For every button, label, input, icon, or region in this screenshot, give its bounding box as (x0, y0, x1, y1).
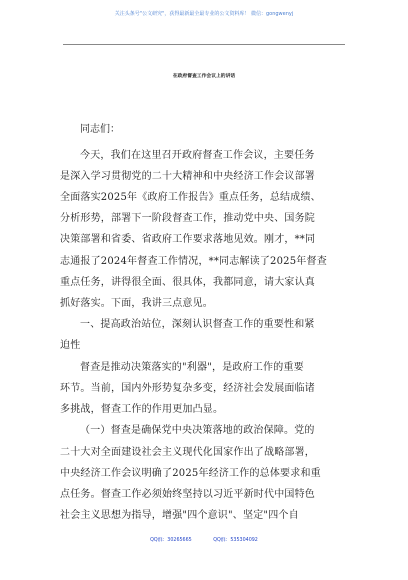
body-line: 分析形势，部署下一阶段督查工作，推动党中央、国务院 (60, 213, 315, 224)
body-line: 社会主义思想为指导，增强"四个意识"、坚定"四个自 (60, 510, 299, 521)
body-line: 点任务。督查工作必须始终坚持以习近平新时代中国特色 (60, 489, 315, 500)
salutation: 同志们： (80, 124, 120, 135)
footer-qq-group-2: QQ群：535304092 (213, 538, 258, 543)
body-line: 志通报了2024年督查工作情况，**同志解读了2025年督查 (60, 256, 327, 267)
section-heading-cont: 迫性 (60, 340, 81, 351)
body-line: 多挑战，督查工作的作用更加凸显。 (60, 404, 224, 415)
body-line: 中央经济工作会议明确了2025年经济工作的总体要求和重 (60, 468, 321, 479)
section-heading: 一、提高政治站位，深刻认识督查工作的重要性和紧 (80, 319, 315, 330)
footer-qq-group-1: QQ群：30265665 (150, 538, 192, 543)
body-line: 环节。当前，国内外形势复杂多变，经济社会发展面临诸 (60, 383, 315, 394)
body-line: 二十大对全面建设社会主义现代化国家作出了战略部署， (60, 447, 315, 458)
footer-contact (0, 536, 408, 543)
header-divider (63, 44, 345, 45)
body-line: （一）督查是确保党中央决策落地的政治保障。党的 (80, 425, 315, 436)
body-line: 全面落实2025年《政府工作报告》重点任务，总结成绩、 (60, 192, 321, 203)
document-title: 在政府督查工作会议上的讲话 (172, 74, 236, 79)
header-promo-text: 关注头条号"公文研究"，获得最新最全最专业的公文资料库！ 微信：gongwenyj (114, 11, 294, 17)
body-line: 决策部署和省委、省政府工作要求落地见效。刚才，**同 (60, 234, 316, 245)
body-line: 今天，我们在这里召开政府督查工作会议，主要任务 (80, 150, 315, 161)
body-line: 是深入学习贯彻党的二十大精神和中央经济工作会议部署 (60, 171, 315, 182)
body-line: 抓好落实。下面，我讲三点意见。 (60, 298, 213, 309)
body-line: 督查是推动决策落实的"利器"，是政府工作的重要 (80, 362, 304, 373)
body-line: 重点任务，讲得很全面、很具体，我都同意，请大家认真 (60, 277, 315, 288)
